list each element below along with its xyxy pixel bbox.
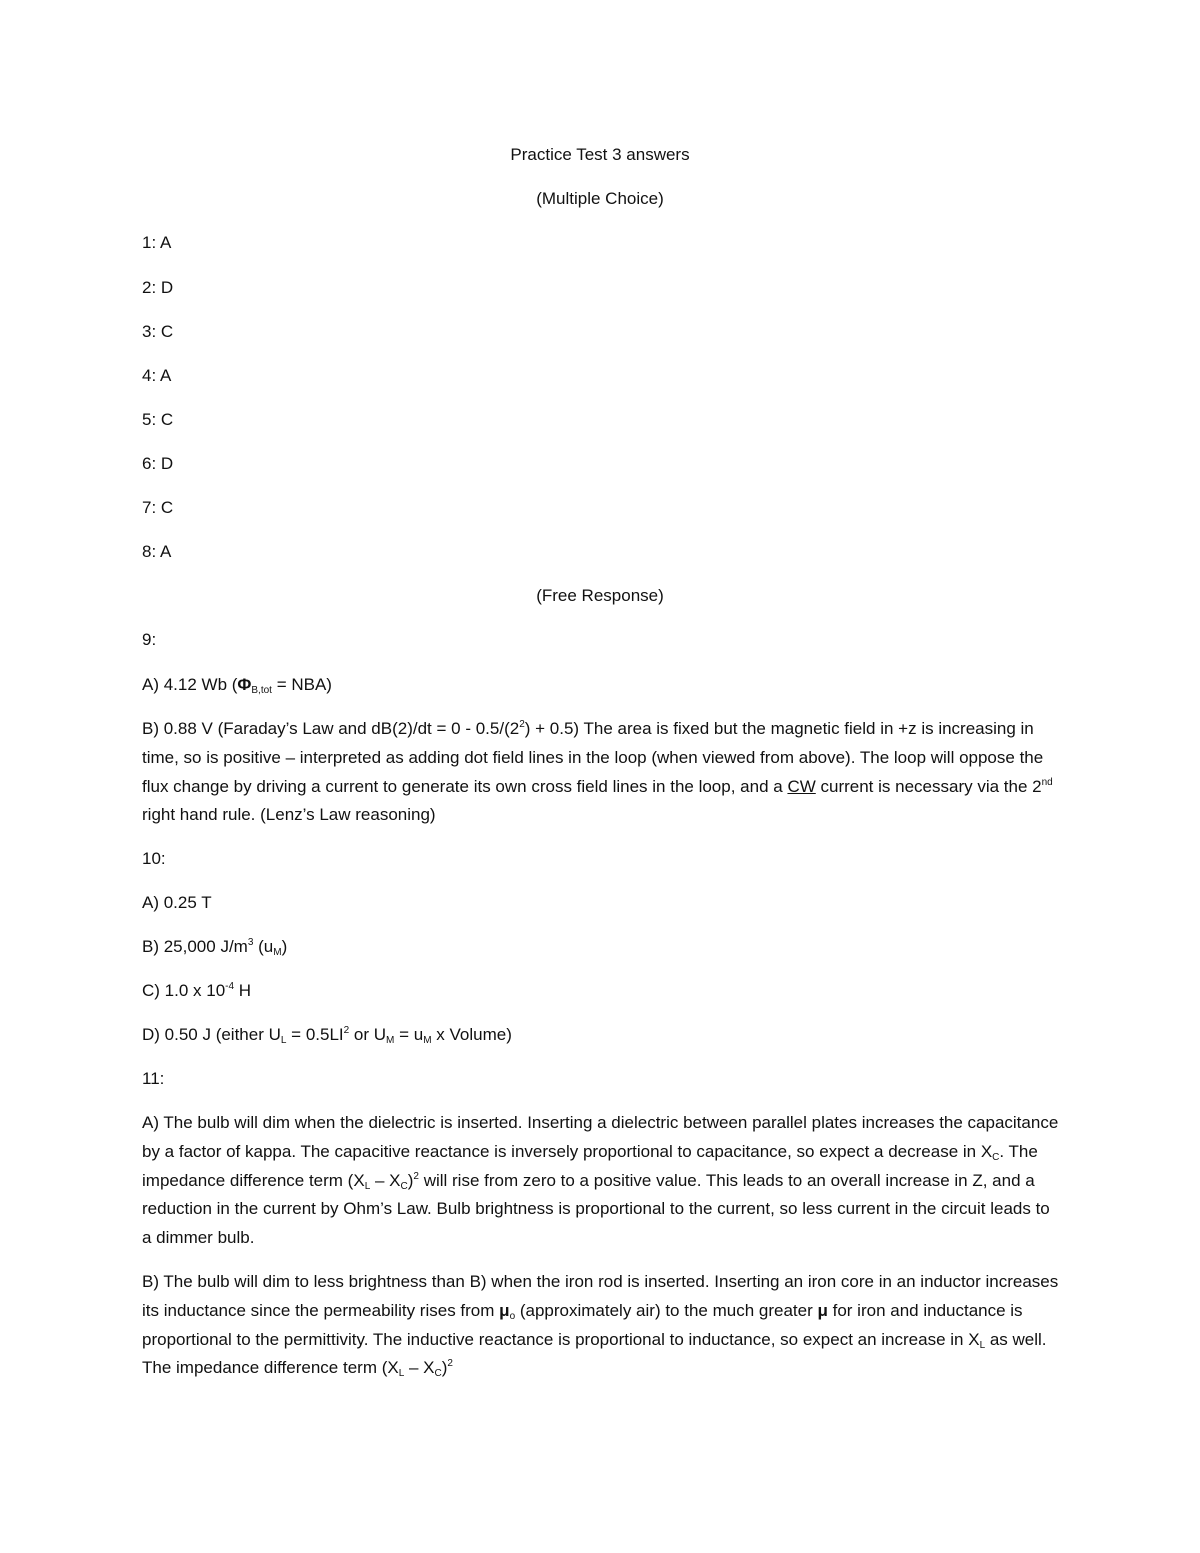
multiple-choice-header: (Multiple Choice) <box>536 189 664 208</box>
question-11-label: 11: <box>142 1069 165 1088</box>
mc-answer-8: 8: A <box>142 542 172 561</box>
mc-answer-7: 7: C <box>142 498 174 517</box>
mc-answer-6: 6: D <box>142 454 174 473</box>
mc-answer-3: 3: C <box>142 322 174 341</box>
mc-answer-4: 4: A <box>142 366 172 385</box>
q9-answer-a: A) 4.12 Wb $(\Phi_{B,tot} = NBA)$ <box>142 675 332 696</box>
q9-answer-b: B) 0.88 V (Faraday’s Law and $dB(2)/dt = 0 - 0.5/(2^2) + 0.5$) The area is fixed but the magnetic field in +z is increasing in time, so is positive – interpreted as adding dot field lines in the loop (when viewed from above). The loop will oppose the flux change by driving a current to generate its own cross field lines in the loop, and a CW current is necessary via the 2nd right hand rule. (Lenz’s Law reasoning) <box>142 719 1053 825</box>
page-title: Practice Test 3 answers <box>510 145 690 164</box>
mc-answer-1: 1: A <box>142 233 172 252</box>
question-10-label: 10: <box>142 849 166 868</box>
mc-answer-2: 2: D <box>142 278 174 297</box>
q10-answer-d: D) 0.50 J (either $U_L = 0.5LI^2$ or $U_M = u_M$ x Volume) <box>142 1025 512 1046</box>
q10-answer-c: C) 1.0 x $10^{-4}$ H <box>142 981 252 1000</box>
q11-answer-b: B) The bulb will dim to less brightness than B) when the iron rod is inserted. Inserting an iron core in an inductor increases its inductance since the permeability rises from $\mu_o$ (approximately air) to the much greater μ for iron and inductance is proportional to the permittivity. The inductive reactance is proportional to inductance, so expect an increase in $X_L$ as well. The impedance difference term $(X_L - X_C)^2$ <box>142 1272 1059 1380</box>
cw-underlined: CW <box>787 776 816 796</box>
q11-answer-a: A) The bulb will dim when the dielectric is inserted. Inserting a dielectric between parallel plates increases the capacitance by a factor of kappa. The capacitive reactance is inversely proportional to capacitance, so expect a decrease in $X_C$. The impedance difference term $(X_L - X_C)^2$ will rise from zero to a positive value. This leads to an overall increase in Z, and a reduction in the current by Ohm’s Law. Bulb brightness is proportional to the current, so less current in the circuit leads to a dimmer bulb. <box>142 1113 1059 1248</box>
question-9-label: 9: <box>142 630 157 649</box>
q10-answer-b: B) 25,000 $J/m^3$ $(u_M)$ <box>142 937 288 958</box>
mc-answer-5: 5: C <box>142 410 174 429</box>
q10-answer-a: A) 0.25 T <box>142 893 212 912</box>
free-response-header: (Free Response) <box>536 586 664 605</box>
